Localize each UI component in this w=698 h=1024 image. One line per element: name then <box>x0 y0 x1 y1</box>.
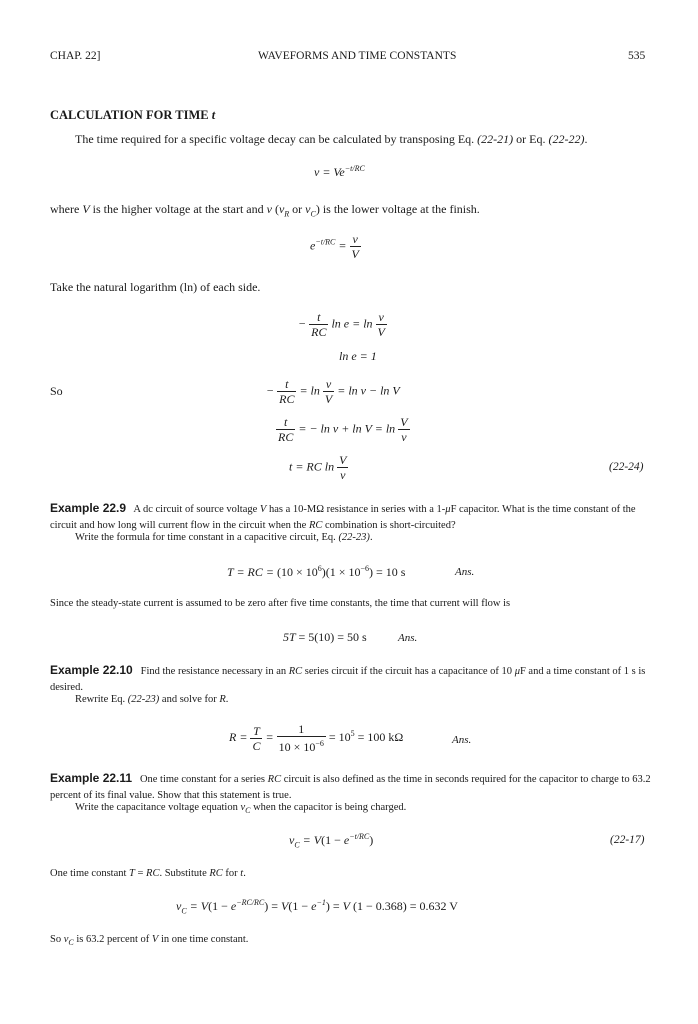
example-22-11-label: Example 22.11 <box>50 771 133 785</box>
equation-resistance: R = $\frac{T}{C}$ = $\frac{1}{10 \times 10^{-6}}$ = $10^5 = 100$ kΩ <box>229 722 404 754</box>
example-22-10-instruction: Rewrite Eq. (22-23) and solve for R. <box>75 694 229 705</box>
answer-label-9a: Ans. <box>455 566 475 578</box>
equation-number-22-24: (22-24) <box>609 461 644 473</box>
equation-ln3: $\frac{t}{RC}$ = − ln v + ln V = ln $\frac{V}{v}$ <box>278 415 408 444</box>
equation-five-time-constants: 5T = 5(10) = 50 s <box>283 630 367 644</box>
equation-ln2: − $\frac{t}{RC}$ = ln $\frac{v}{V}$ = ln v − ln V <box>266 377 400 406</box>
page-number: 535 <box>628 50 646 62</box>
running-title: WAVEFORMS AND TIME CONSTANTS <box>258 50 457 62</box>
equation-decay: $v = Ve^{-t/RC}$ <box>314 164 365 179</box>
chapter-label: CHAP. 22] <box>50 50 101 62</box>
example-22-11: Example 22.11 One time constant for a series RC circuit is also defined as the time in seconds required for the capacitor to charge to 63.2 percent of its final value. Show that this statement is true. <box>50 771 651 801</box>
example-22-10: Example 22.10 Find the resistance necessary in an RC series circuit if the circuit has a capacitance of 10 μF and a time constant of 1 s is desired. <box>50 663 646 693</box>
example-22-10-label: Example 22.10 <box>50 663 133 677</box>
example-22-9-label: Example 22.9 <box>50 501 127 515</box>
equation-charge-result: $v_C = V(1 - e^{-RC/RC}) = V(1 - e^{-1}) = V$ (1 − 0.368) = 0.632 V <box>176 898 458 916</box>
example-22-9-instruction: Write the formula for time constant in a capacitive circuit, Eq. (22-23). <box>75 532 373 543</box>
equation-ratio: $e^{-t/RC}$ = $\frac{v}{V}$ <box>310 232 359 261</box>
example-22-11-instruction: Write the capacitance voltage equation $v_C$ when the capacitor is being charged. <box>75 802 407 816</box>
section-title: CALCULATION FOR TIME t <box>50 108 216 122</box>
equation-time-constant: T = RC = $(10 \times 10^6)(1 \times 10^{-6}) = 10$ s <box>227 564 406 579</box>
equation-ln-e: ln e = 1 <box>339 349 377 363</box>
example-22-11-substitute: One time constant T = RC. Substitute RC for t. <box>50 868 246 879</box>
example-22-11-conclusion: So $v_C$ is 63.2 percent of V in one time constant. <box>50 934 249 948</box>
intro-paragraph: The time required for a specific voltage decay can be calculated by transposing Eq. (22-21) or Eq. (22-22). <box>75 132 588 146</box>
take-ln-paragraph: Take the natural logarithm (ln) of each side. <box>50 280 261 294</box>
where-paragraph: where V is the higher voltage at the start and v ($v_R$ or $v_C$) is the lower voltage at the finish. <box>50 202 480 219</box>
example-22-9-followup: Since the steady-state current is assumed to be zero after five time constants, the time that current will flow is <box>50 598 511 609</box>
equation-22-17: $v_C = V(1 - e^{-t/RC})$ <box>289 832 374 850</box>
equation-ln1: − $\frac{t}{RC}$ ln e = ln $\frac{v}{V}$ <box>298 310 385 339</box>
example-22-9: Example 22.9 A dc circuit of source voltage V has a 10-MΩ resistance in series with a 1-μF capacitor. What is the time constant of the circuit and how long will current flow in the circuit when the RC combination is short-circuited? <box>50 501 636 531</box>
so-label: So <box>50 384 63 398</box>
equation-number-22-17: (22-17) <box>610 834 645 846</box>
answer-label-10: Ans. <box>452 734 472 746</box>
answer-label-9b: Ans. <box>398 632 418 644</box>
equation-22-24: t = RC ln $\frac{V}{v}$ <box>289 453 347 482</box>
